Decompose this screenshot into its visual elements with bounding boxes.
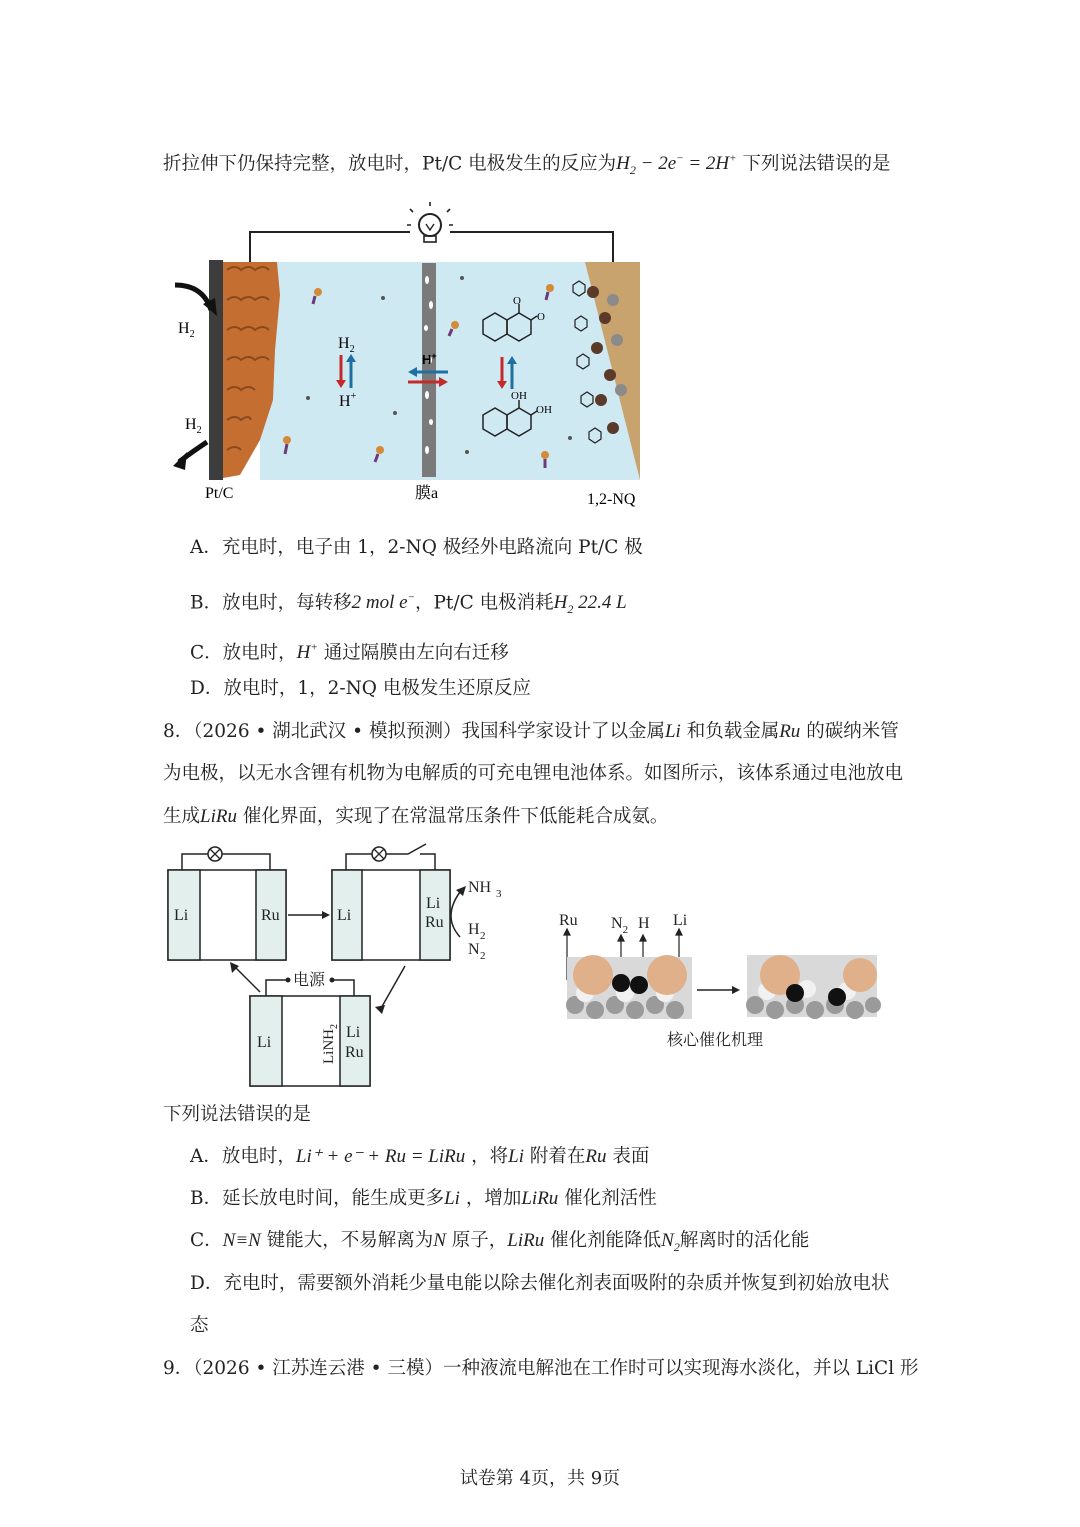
h2-bottom-label: $H_2$	[185, 416, 202, 436]
mech-h-label: H	[638, 915, 650, 932]
svg-text:Ru: Ru	[261, 907, 280, 924]
q9-stem-line1: 9．（2026 • 江苏连云港 • 三模）一种液流电解池在工作时可以实现海水淡化，并以 LiCl 形	[163, 1358, 919, 1379]
q8-battery-cycle-figure	[160, 842, 520, 1092]
mech-ru-label: Ru	[559, 912, 578, 929]
membrane-label: 膜a	[415, 485, 439, 502]
svg-text:N: N	[468, 941, 480, 958]
center-h2-label: $H_2$	[338, 335, 355, 355]
membrane-a	[422, 263, 436, 477]
q8-prompt: 下列说法错误的是	[163, 1104, 312, 1125]
svg-text:Li: Li	[174, 907, 189, 924]
q8-stem-line2: 为电极，以无水含锂有机物为电解质的可充电锂电池体系。如图所示，该体系通过电池放电	[163, 763, 904, 784]
q7-intro-question: 下列说法错误的是	[742, 153, 891, 175]
svg-text:Li: Li	[426, 895, 441, 912]
cell-synthesis	[332, 844, 502, 962]
h2-top-label: $H_2$	[178, 320, 195, 340]
svg-text:H: H	[468, 921, 480, 938]
center-hplus-label: H+	[339, 391, 357, 410]
h2-inflow-arrow	[175, 285, 211, 310]
diol-oh1-label: OH	[511, 390, 527, 402]
q7-intro-text: 折拉伸下仍保持完整，放电时，Pt/C 电极发生的反应为	[163, 153, 617, 175]
ptc-label: Pt/C	[205, 485, 234, 502]
cell-charge	[250, 971, 370, 1086]
q8-mechanism-figure	[555, 905, 890, 1055]
catalyst-surface-after	[746, 955, 881, 1019]
q7-option-d: D．放电时，1，2-NQ 电极发生还原反应	[190, 678, 531, 699]
q8-stem-line3: 生成LiRu 催化界面，实现了在常温常压条件下低能耗合成氨。	[163, 806, 669, 827]
q8-option-d-line2: 态	[190, 1315, 209, 1336]
q7-option-a: A．充电时，电子由 1，2-NQ 极经外电路流向 Pt/C 极	[190, 537, 643, 558]
nq-o2-label: O	[537, 311, 545, 323]
svg-text:Li: Li	[346, 1024, 361, 1041]
nq-o1-label: O	[513, 295, 521, 307]
nq-label: 1,2-NQ	[587, 491, 636, 508]
mech-n2-label: $N_2$	[611, 915, 629, 936]
q8-option-b: B．延长放电时间，能生成更多Li ，增加LiRu 催化剂活性	[190, 1188, 657, 1209]
q8-stem-line1: 8．（2026 • 湖北武汉 • 模拟预测）我国科学家设计了以金属Li 和负载金属Ru 的碳纳米管	[163, 721, 899, 742]
page-footer: 试卷第 4页，共 9页	[459, 1468, 621, 1489]
cell-discharge-start	[168, 847, 286, 960]
q8-option-a: A．放电时，Li⁺ + e⁻ + Ru = LiRu ，将Li 附着在Ru 表面	[190, 1146, 650, 1167]
lightbulb-icon	[407, 202, 453, 242]
svg-text:Ru: Ru	[345, 1044, 364, 1061]
svg-text:NH: NH	[468, 879, 492, 896]
membrane-hplus-label: H+	[422, 351, 437, 367]
svg-text:Li: Li	[257, 1034, 272, 1051]
power-source-label: 电源	[293, 972, 326, 989]
svg-text:2: 2	[480, 950, 486, 962]
svg-text:Ru: Ru	[425, 914, 444, 931]
q7-option-c: C．放电时，H+ 通过隔膜由左向右迁移	[190, 642, 509, 664]
diol-oh2-label: OH	[536, 404, 552, 416]
svg-text:2: 2	[480, 930, 486, 942]
q7-intro-line	[163, 147, 890, 182]
catalyst-surface-before	[566, 955, 692, 1019]
mech-li-label: Li	[673, 912, 688, 929]
q8-option-d-line1: D．充电时，需要额外消耗少量电能以除去催化剂表面吸附的杂质并恢复到初始放电状	[190, 1273, 890, 1294]
svg-text:3: 3	[496, 888, 502, 900]
q7-cell-figure	[165, 200, 655, 510]
q7-option-b: B．放电时，每转移2 mol e−，Pt/C 电极消耗$H_2$ 22.4 L	[190, 592, 627, 617]
svg-text:Li: Li	[337, 907, 352, 924]
q7-equation: $H_2 - 2e^- = 2H^+$	[616, 153, 737, 178]
mechanism-caption: 核心催化机理	[667, 1030, 764, 1049]
linh2-label: LiNH$_2$	[321, 1024, 340, 1064]
q8-option-c: C．N≡N 键能大，不易解离为N 原子，LiRu 催化剂能降低$N_2$解离时的活化能	[190, 1230, 810, 1254]
